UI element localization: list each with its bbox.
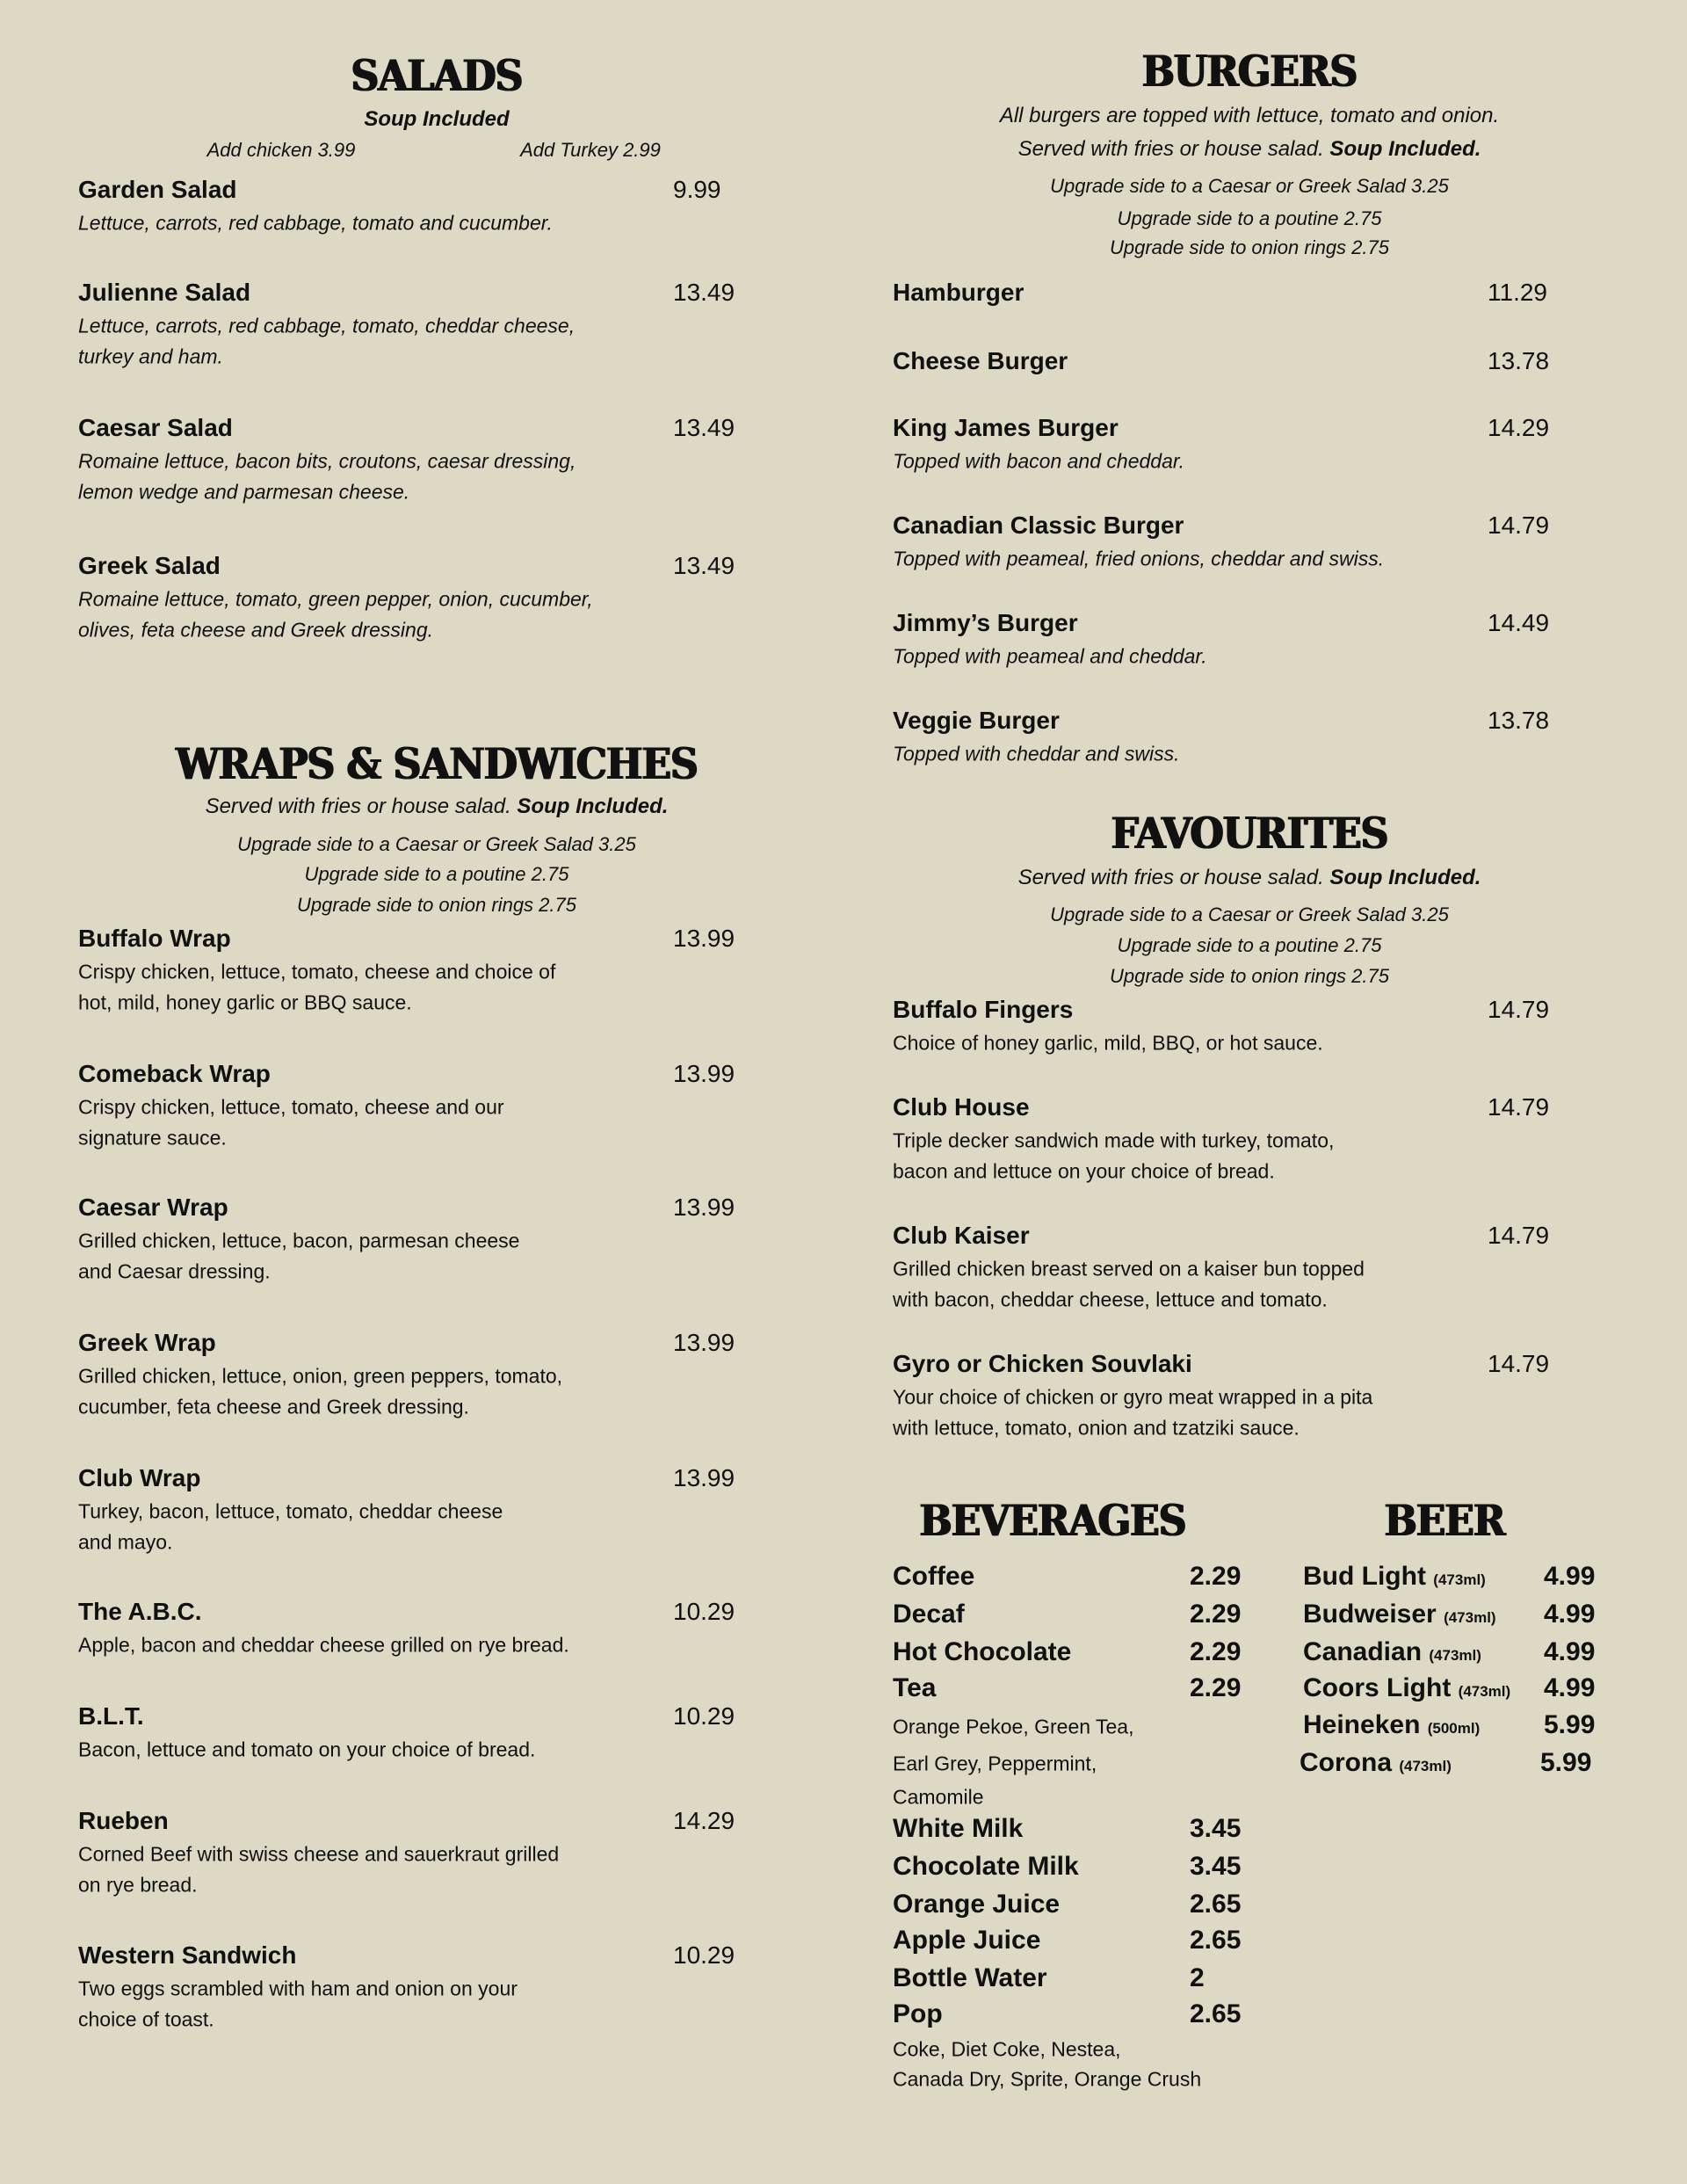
served-note: Served with fries or house salad. xyxy=(1017,866,1324,889)
beverage-price: 3.45 xyxy=(1190,1814,1242,1843)
beer-name: Budweiser xyxy=(1303,1600,1437,1629)
menu-item-description: on rye bread. xyxy=(78,1873,198,1897)
beer-item xyxy=(1303,1673,1510,1703)
beverage-name: Bottle Water xyxy=(893,1963,1047,1992)
menu-item-price: 13.99 xyxy=(673,1194,735,1221)
menu-item-description: Lettuce, carrots, red cabbage, tomato and cucumber. xyxy=(78,211,553,235)
menu-item-price: 10.29 xyxy=(673,1941,735,1969)
beer-size: (473ml) xyxy=(1458,1683,1511,1700)
beer-price: 4.99 xyxy=(1544,1562,1596,1591)
menu-item-name: Club House xyxy=(893,1093,1030,1121)
beverage-price: 2.65 xyxy=(1190,1999,1242,2028)
served-note: Served with fries or house salad. xyxy=(1017,137,1324,161)
menu-item-description: cucumber, feta cheese and Greek dressing. xyxy=(78,1395,469,1419)
beer-size: (473ml) xyxy=(1399,1758,1452,1774)
menu-item-description: and Caesar dressing. xyxy=(78,1259,271,1283)
menu-item-description: hot, mild, honey garlic or BBQ sauce. xyxy=(78,990,412,1014)
beer-name: Heineken xyxy=(1303,1710,1421,1739)
menu-item-name: Hamburger xyxy=(893,279,1025,306)
menu-item-description: olives, feta cheese and Greek dressing. xyxy=(78,618,434,642)
menu-item-price: 11.29 xyxy=(1488,279,1547,306)
pop-description: Coke, Diet Coke, Nestea, xyxy=(893,2037,1121,2061)
menu-item-description: Triple decker sandwich made with turkey, tomato, xyxy=(893,1128,1335,1152)
menu-item-name: Cheese Burger xyxy=(893,347,1068,374)
menu-item-description: Crispy chicken, lettuce, tomato, cheese and our xyxy=(78,1095,504,1119)
beverage-price: 2.65 xyxy=(1190,1926,1242,1955)
burgers-heading: BURGERS xyxy=(1141,47,1358,98)
tea-description: Camomile xyxy=(893,1785,984,1809)
menu-item-price: 13.99 xyxy=(673,1329,735,1356)
menu-item-price: 13.49 xyxy=(673,279,735,306)
menu-item-name: King James Burger xyxy=(893,414,1119,441)
beverage-name: Chocolate Milk xyxy=(893,1852,1079,1881)
menu-item-price: 13.99 xyxy=(673,925,735,952)
favourites-heading: FAVOURITES xyxy=(1111,809,1388,860)
menu-item-name: Veggie Burger xyxy=(893,707,1060,734)
menu-item-price: 14.79 xyxy=(1488,512,1550,539)
beer-price: 5.99 xyxy=(1544,1710,1596,1739)
menu-item-name: Club Wrap xyxy=(78,1464,201,1491)
upgrade-note: Upgrade side to a Caesar or Greek Salad 3.25 xyxy=(1050,175,1449,197)
menu-item-description: Two eggs scrambled with ham and onion on your xyxy=(78,1977,518,2000)
beer-price: 5.99 xyxy=(1540,1748,1592,1777)
beer-name: Bud Light xyxy=(1303,1562,1426,1591)
menu-item-name: B.L.T. xyxy=(78,1702,144,1730)
upgrade-note: Upgrade side to a Caesar or Greek Salad 3.25 xyxy=(237,833,636,855)
menu-item-price: 14.49 xyxy=(1488,609,1550,636)
menu-item-description: Your choice of chicken or gyro meat wrapped in a pita xyxy=(893,1385,1373,1409)
menu-item-name: Club Kaiser xyxy=(893,1222,1030,1249)
beer-price: 4.99 xyxy=(1544,1673,1596,1702)
upgrade-note: Upgrade side to a poutine 2.75 xyxy=(1117,934,1382,956)
beverages-heading: BEVERAGES xyxy=(919,1496,1186,1547)
beverage-name: White Milk xyxy=(893,1814,1024,1843)
beverage-price: 2.65 xyxy=(1190,1890,1242,1919)
menu-item-name: Greek Wrap xyxy=(78,1329,216,1356)
soup-note: Soup Included. xyxy=(1329,137,1481,161)
upgrade-note: Upgrade side to a poutine 2.75 xyxy=(1117,207,1382,229)
menu-item-price: 14.29 xyxy=(673,1807,735,1834)
upgrade-note: Upgrade side to a Caesar or Greek Salad 3.25 xyxy=(1050,903,1449,925)
beverage-price: 2.29 xyxy=(1190,1562,1242,1591)
menu-item-description: bacon and lettuce on your choice of bread. xyxy=(893,1159,1275,1183)
beverage-price: 2 xyxy=(1190,1963,1205,1992)
beer-size: (473ml) xyxy=(1433,1571,1486,1588)
beverage-name: Decaf xyxy=(893,1600,965,1629)
menu-item-name: Gyro or Chicken Souvlaki xyxy=(893,1350,1192,1377)
beverage-name: Apple Juice xyxy=(893,1926,1041,1955)
upgrade-note: Upgrade side to onion rings 2.75 xyxy=(1110,965,1389,987)
menu-item-price: 14.79 xyxy=(1488,996,1550,1023)
menu-item-name: Greek Salad xyxy=(78,552,221,579)
beer-price: 4.99 xyxy=(1544,1637,1596,1666)
menu-item-name: Jimmy’s Burger xyxy=(893,609,1078,636)
menu-item-description: Apple, bacon and cheddar cheese grilled on rye bread. xyxy=(78,1633,569,1657)
beer-size: (473ml) xyxy=(1444,1609,1496,1626)
beer-heading: BEER xyxy=(1384,1496,1505,1547)
beer-item xyxy=(1303,1562,1486,1592)
menu-item-description: choice of toast. xyxy=(78,2007,214,2031)
beverage-name: Hot Chocolate xyxy=(893,1637,1072,1666)
menu-item-description: Corned Beef with swiss cheese and sauerkraut grilled xyxy=(78,1842,560,1866)
served-note: Served with fries or house salad. xyxy=(205,795,511,818)
menu-item-description: Choice of honey garlic, mild, BBQ, or hot sauce. xyxy=(893,1031,1323,1055)
beverage-name: Orange Juice xyxy=(893,1890,1061,1919)
beverage-price: 2.29 xyxy=(1190,1637,1242,1666)
menu-item-price: 13.78 xyxy=(1488,347,1550,374)
upgrade-note: Upgrade side to onion rings 2.75 xyxy=(1110,236,1389,258)
menu-item-description: Bacon, lettuce and tomato on your choice of bread. xyxy=(78,1738,536,1761)
menu-item-description: with lettuce, tomato, onion and tzatziki sauce. xyxy=(893,1416,1300,1440)
menu-item-description: with bacon, cheddar cheese, lettuce and tomato. xyxy=(893,1288,1328,1311)
menu-item-description: Romaine lettuce, bacon bits, croutons, caesar dressing, xyxy=(78,449,576,473)
menu-item-description: Topped with bacon and cheddar. xyxy=(893,449,1185,473)
tea-description: Earl Grey, Peppermint, xyxy=(893,1752,1097,1775)
menu-item-name: Caesar Wrap xyxy=(78,1194,228,1221)
menu-item-description: turkey and ham. xyxy=(78,345,223,368)
beer-price: 4.99 xyxy=(1544,1600,1596,1629)
menu-item-description: Topped with cheddar and swiss. xyxy=(893,742,1180,765)
beverage-name: Tea xyxy=(893,1673,937,1702)
beer-item xyxy=(1300,1748,1452,1778)
menu-item-description: Romaine lettuce, tomato, green pepper, onion, cucumber, xyxy=(78,587,593,611)
menu-item-description: signature sauce. xyxy=(78,1126,227,1150)
beer-name: Canadian xyxy=(1303,1637,1423,1666)
menu-item-name: Western Sandwich xyxy=(78,1941,297,1969)
beer-size: (473ml) xyxy=(1429,1647,1481,1664)
menu-item-price: 14.79 xyxy=(1488,1222,1550,1249)
menu-item-price: 14.29 xyxy=(1488,414,1550,441)
menu-item-name: Rueben xyxy=(78,1807,169,1834)
wraps-sandwiches-heading: WRAPS & SANDWICHES xyxy=(176,739,698,790)
menu-item-price: 14.79 xyxy=(1488,1093,1550,1121)
beverage-price: 2.29 xyxy=(1190,1600,1242,1629)
beverage-price: 3.45 xyxy=(1190,1852,1242,1881)
beer-item xyxy=(1303,1600,1496,1629)
beverage-name: Pop xyxy=(893,1999,943,2028)
add-turkey-note: Add Turkey 2.99 xyxy=(520,139,661,161)
beverage-name: Coffee xyxy=(893,1562,975,1591)
menu-item-description: Topped with peameal, fried onions, cheddar and swiss. xyxy=(893,547,1385,570)
beer-size: (500ml) xyxy=(1427,1720,1481,1737)
menu-item-description: Grilled chicken, lettuce, onion, green peppers, tomato, xyxy=(78,1364,563,1388)
menu-item-price: 13.78 xyxy=(1488,707,1550,734)
tea-description: Orange Pekoe, Green Tea, xyxy=(893,1715,1134,1738)
menu-item-name: Comeback Wrap xyxy=(78,1060,271,1087)
menu-item-description: and mayo. xyxy=(78,1530,173,1554)
menu-item-description: Lettuce, carrots, red cabbage, tomato, cheddar cheese, xyxy=(78,314,576,337)
favourites-served-note xyxy=(1018,866,1481,890)
menu-item-price: 13.49 xyxy=(673,414,735,441)
menu-item-price: 9.99 xyxy=(673,176,721,203)
menu-item-price: 13.99 xyxy=(673,1464,735,1491)
menu-item-description: Topped with peameal and cheddar. xyxy=(893,644,1207,668)
beverage-price: 2.29 xyxy=(1190,1673,1242,1702)
menu-item-name: Buffalo Wrap xyxy=(78,925,231,952)
pop-description: Canada Dry, Sprite, Orange Crush xyxy=(893,2067,1202,2091)
wraps-served-note xyxy=(206,795,669,819)
beer-item xyxy=(1303,1637,1481,1667)
menu-item-description: Turkey, bacon, lettuce, tomato, cheddar cheese xyxy=(78,1499,503,1523)
salads-heading: SALADS xyxy=(351,51,523,102)
soup-note: Soup Included. xyxy=(1329,866,1481,889)
menu-item-price: 10.29 xyxy=(673,1702,735,1730)
menu-item-description: lemon wedge and parmesan cheese. xyxy=(78,480,410,504)
menu-item-price: 10.29 xyxy=(673,1598,735,1625)
burgers-toppings-note: All burgers are topped with lettuce, tomato and onion. xyxy=(999,104,1500,127)
menu-item-name: Julienne Salad xyxy=(78,279,251,306)
menu-item-description: Grilled chicken, lettuce, bacon, parmesan cheese xyxy=(78,1229,520,1252)
soup-note: Soup Included. xyxy=(517,795,669,818)
add-chicken-note: Add chicken 3.99 xyxy=(206,139,356,161)
burgers-served-note xyxy=(1018,137,1481,162)
menu-item-name: Buffalo Fingers xyxy=(893,996,1074,1023)
menu-item-price: 14.79 xyxy=(1488,1350,1550,1377)
menu-item-price: 13.99 xyxy=(673,1060,735,1087)
menu-item-description: Grilled chicken breast served on a kaiser bun topped xyxy=(893,1257,1365,1281)
menu-item-name: Garden Salad xyxy=(78,176,237,203)
beer-item xyxy=(1303,1710,1480,1740)
menu-item-name: The A.B.C. xyxy=(78,1598,202,1625)
menu-item-price: 13.49 xyxy=(673,552,735,579)
upgrade-note: Upgrade side to a poutine 2.75 xyxy=(304,863,569,885)
beer-name: Coors Light xyxy=(1303,1673,1452,1702)
menu-item-name: Caesar Salad xyxy=(78,414,233,441)
beer-name: Corona xyxy=(1300,1748,1392,1777)
menu-item-name: Canadian Classic Burger xyxy=(893,512,1184,539)
soup-included-note: Soup Included xyxy=(364,107,510,131)
menu-item-description: Crispy chicken, lettuce, tomato, cheese and choice of xyxy=(78,960,556,983)
upgrade-note: Upgrade side to onion rings 2.75 xyxy=(297,894,576,916)
